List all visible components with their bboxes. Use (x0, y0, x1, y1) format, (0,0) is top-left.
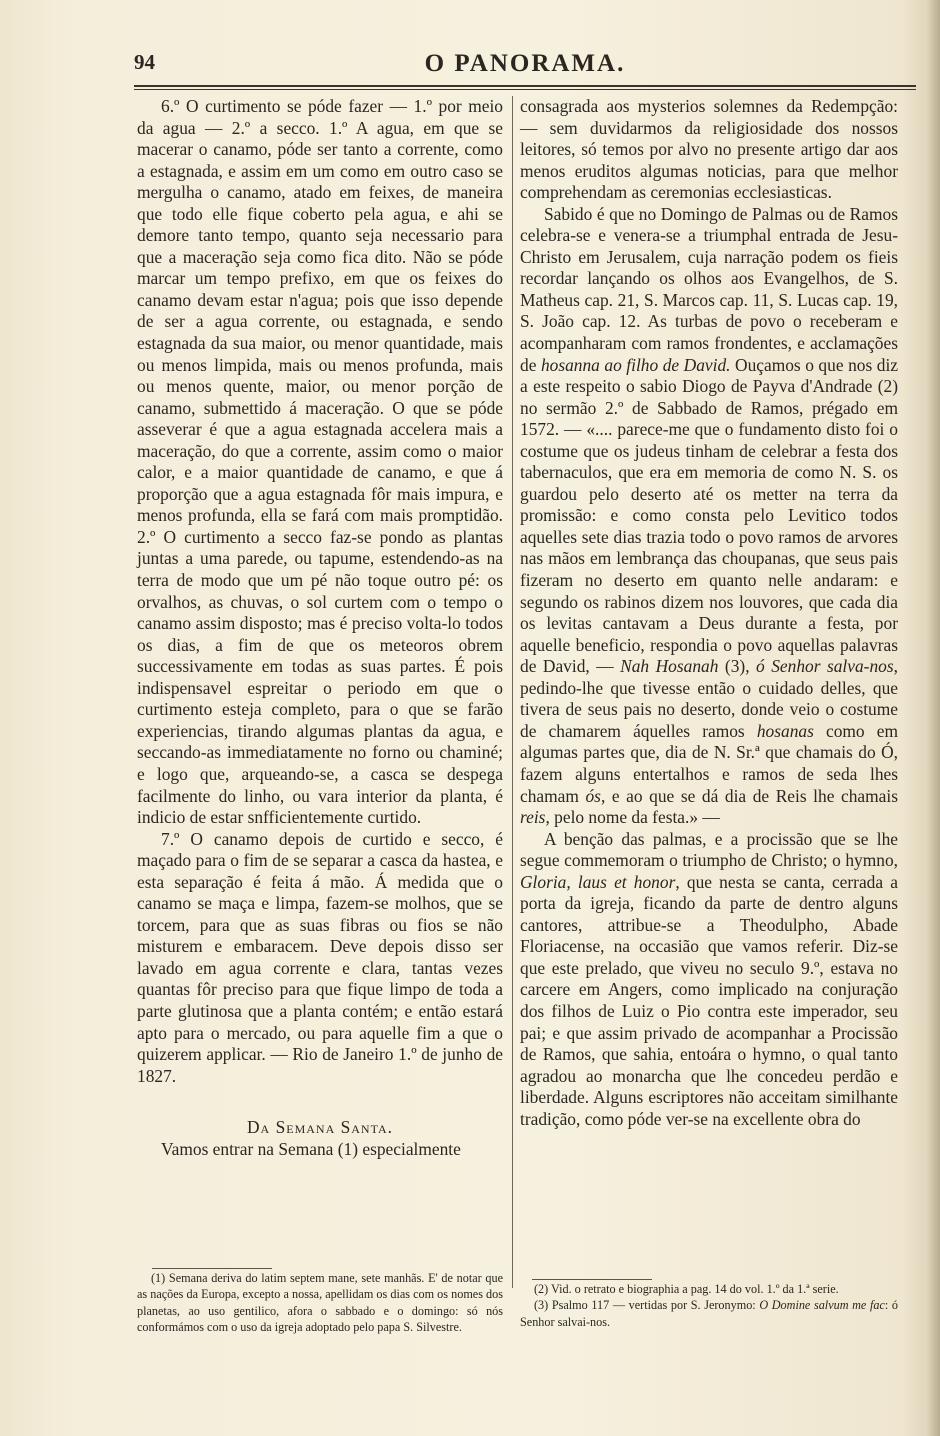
left-footnotes (137, 1270, 503, 1335)
term-hosanas: hosanas (756, 720, 814, 741)
column-divider (512, 96, 513, 1288)
header-rule (134, 85, 916, 87)
header-rule-thin (134, 89, 916, 90)
journal-title: O PANORAMA. (424, 50, 626, 77)
paragraph-canamo: 7.º O canamo depois de curtido e secco, é maçado para o fim de se separar a casca da hastea, e esta separação é feita á mão. Á medida que o canamo se maça e limpa, fazem-se molhos, que se torcem, para que as suas fibras ou fios se não misturem e embaracem. Deve depois disso ser lavado em agua corrente e clara, tantas vezes quantas fôr preciso para que fique limpo de toda a parte glutinosa que a planta contém; e então estará apto para o mercado, ou para aquelle fim a que o quizerem applicar. — Rio de Janeiro 1.º de junho de 1827. (137, 828, 503, 1086)
quote-nah-hosanah: Nah Hosanah (620, 656, 719, 677)
hymn-title: Gloria, laus et honor (520, 871, 676, 892)
section-heading: Da Semana Santa. (247, 1117, 393, 1138)
footnote-3: (3) Psalmo 117 — vertidas por S. Jeronymo: O Domine salvum me fac: ó Senhor salvai-nos. (520, 1298, 898, 1329)
right-footnote-rule (532, 1279, 652, 1280)
term-reis: reis (520, 807, 546, 828)
right-column (520, 96, 898, 1130)
quote-hosanna: hosanna ao filho de David. (540, 354, 731, 375)
left-column (137, 96, 503, 1160)
paragraph-semana-santa-start: Vamos entrar na Semana (1) especialmente (161, 1138, 461, 1159)
paragraph-bencao-palmas: A benção das palmas, e a procissão que se lhe segue commemoram o triumpho de Christo; o hymno, Gloria, laus et honor, que nesta se canta, cerrada a porta da igreja, ficando da parte de dentro alguns cantores, attribue-se a Theodulpho, Abade Floriacense, na occasião que vamos referir. Diz-se que este prelado, que viveu no seculo 9.º, estava no carcere em Angers, como implicado na conjuração dos filhos de Luiz o Pio contra este imperador, seu pai; e que assim privado de acompanhar a Procissão de Ramos, que sahia, entoára o hymno, o qual tanto agradou ao monarcha que lhe concedeu perdão e liberdade. Alguns escriptores não acceitam similhante tradição, como póde ver-se na excellente obra do (520, 828, 898, 1129)
paragraph-consagrada: consagrada aos mysterios solemnes da Redempção: — sem duvidarmos da religiosidade dos nossos leitores, só temos por alvo no presente artigo dar aos menos eruditos algumas noticias, para que melhor comprehendam as ceremonias ecclesiasticas. (520, 96, 898, 203)
page-edge (926, 0, 940, 1436)
paragraph-curtimento: 6.º O curtimento se póde fazer — 1.º por meio da agua — 2.º a secco. 1.º A agua, em que se macerar o canamo, póde ser tanto a corrente, como a estagnada, e assim em um como em outro caso se mergulha o canamo, atado em feixes, de maneira que todo elle fique coberto pela agua, e ahi se demore tanto tempo, quanto seja necessario para que a maceração seja como fica dito. Não se póde marcar um tempo prefixo, em que os feixes do canamo devam estar n'agua; pois que isso depende de ser a agua corrente, ou estagnada, e sendo estagnada da sua maior, ou menor quantidade, mais ou menos limpida, mais ou menos profunda, mais ou menos quente, maior, ou menor porção de canamo, submettido á maceração. O que se póde asseverar é que a agua estagnada accelera mais a maceração, do que a corrente, assim como o maior calor, e a maior quantidade de canamo, e que á proporção que a agua estagnada fôr mais impura, e menos profunda, ella se fará com mais promptidão. 2.º O curtimento a secco faz-se pondo as plantas juntas a uma parede, ou tapume, estendendo-as na terra de modo que um pé não toque outro pé: os orvalhos, as chuvas, o sol curtem com o tempo o canamo assim disposto; mas é preciso volta-lo todos os dias, a fim de que os meteoros obrem successivamente em todas as suas partes. É pois indispensavel espreitar o periodo em que o curtimento esteja completo, para o que se farão experiencias, tirando algumas plantas da agua, e seccando-as immediatamente no forno ou chaminé; e logo que, arqueando-se, a casca se despega facilmente do linho, ou vara interior da planta, é indicio de estar snfficientemente curtido. (137, 96, 503, 828)
paragraph-domingo-ramos: Sabido é que no Domingo de Palmas ou de Ramos celebra-se e venera-se a triumphal entrada de Jesu-Christo em Jerusalem, cuja narração podem os fieis recordar lançando os olhos aos Evangelhos, de S. Matheus cap. 21, S. Marcos cap. 11, S. Lucas cap. 19, S. João cap. 12. As turbas de povo o receberam e acompanharam com ramos frondentes, e acclamações de hosanna ao filho de David. Ouçamos o que nos diz a este respeito o sabio Diogo de Payva d'Andrade (2) no sermão 2.º de Sabbado de Ramos, prégado em 1572. — «.... parece-me que o fundamento disto foi o costume que os judeus tinham de celebrar a festa dos tabernaculos, que era em memoria de como N. S. os guardou pelo deserto até os metter na terra da promissão: e como consta pelo Levitico todos aquelles sete dias trazia todo o povo ramos de arvores nas mãos em lembrança das choupanas, que seus pais fizeram no deserto em quanto nelle andaram: e segundo os rabinos dizem nos louvores, que cada dia os levitas cantavam a Deus durante a festa, por aquelle beneficio, respondia o povo aquellas palavras de David, — Nah Hosanah (3), ó Senhor salva-nos, pedindo-lhe que tivesse então o cuidado delles, que tivera de seus pais no deserto, donde veio o costume de chamarem áquelles ramos hosanas como em algumas partes que, dia de N. Sr.ª que chamais do Ó, fazem alguns entertalhos e ramos de seda lhes chamam ós, e ao que se dá dia de Reis lhe chamais reis, pelo nome da festa.» — (520, 203, 899, 828)
right-footnotes (520, 1281, 898, 1330)
term-os: ós (585, 785, 601, 806)
left-footnote-rule (152, 1268, 272, 1269)
footnote-2: (2) Vid. o retrato e biographia a pag. 14 do vol. 1.º da 1.ª serie. (534, 1282, 839, 1296)
page-header (134, 50, 916, 84)
quote-senhor-salva: ó Senhor salva-nos (756, 656, 894, 677)
footnote-1: (1) Semana deriva do latim septem mane, sete manhãs. E' de notar que as nações da Europa, excepto a nossa, apellidam os dias com os nomes dos planetas, ao uso gentilico, afora o sabbado e o domingo: só nós conformámos com o uso da igreja adoptado pelo papa S. Silvestre. (137, 1271, 503, 1334)
page-number: 94 (134, 50, 155, 74)
